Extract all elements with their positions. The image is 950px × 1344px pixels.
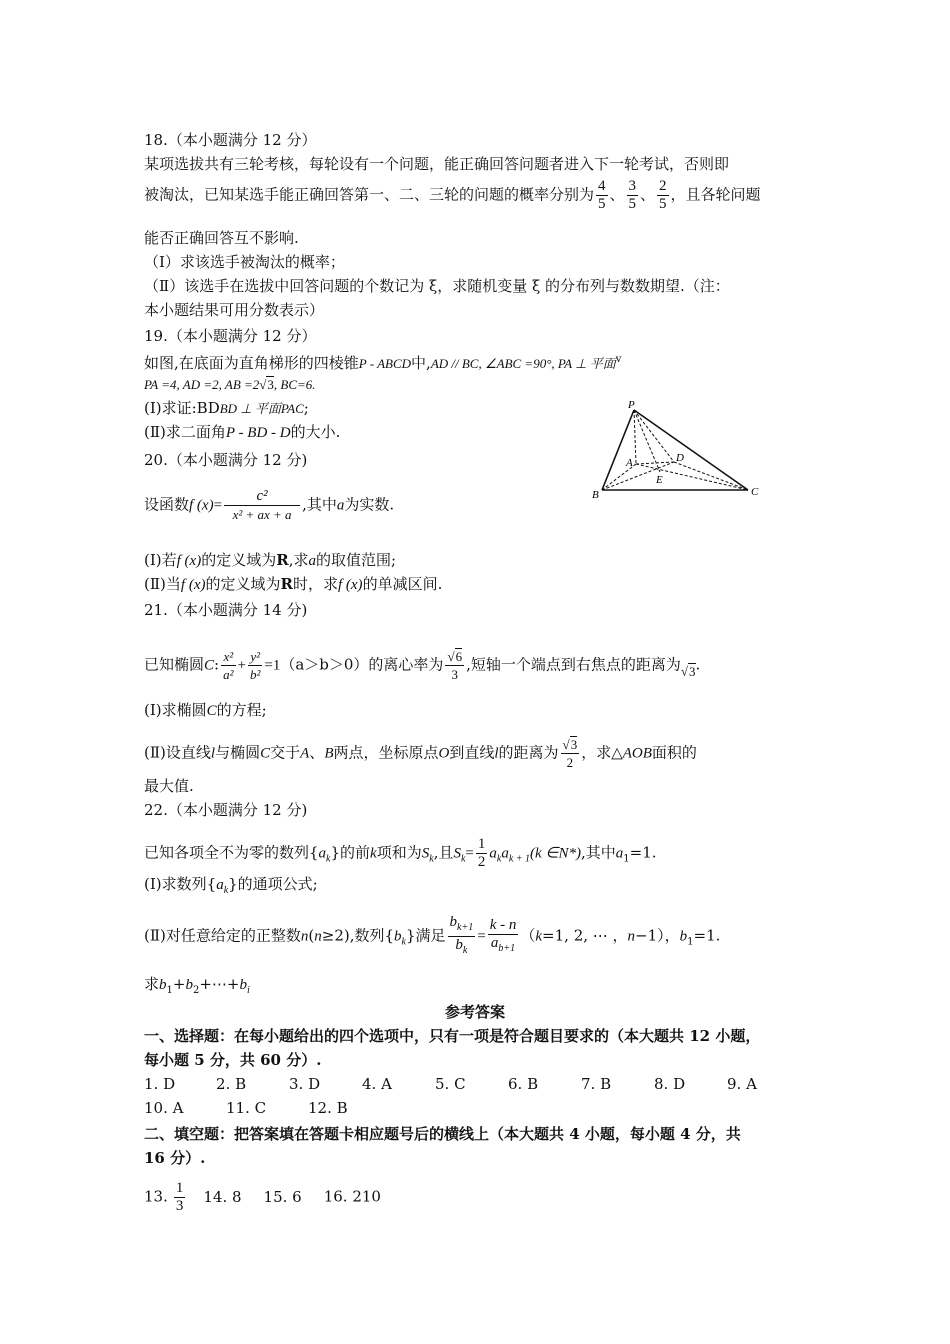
frac-num: √3 [562, 737, 578, 752]
sep: 、 [640, 185, 656, 204]
q21-text: 的距离为 [498, 743, 559, 762]
q21-text: 到直线 [449, 743, 495, 762]
seq-b: b [185, 977, 193, 993]
answer-item: 2. B [216, 1075, 247, 1093]
frac-num: x² [221, 648, 235, 666]
ellipse-C: C [260, 745, 271, 762]
q22-part2 [144, 914, 720, 959]
q22-text: ,且 [433, 843, 454, 862]
q20-text: 为实数. [344, 495, 395, 514]
frac-den: b² [249, 667, 261, 682]
answer-item: 11. C [226, 1099, 267, 1117]
q22-part1 [144, 874, 318, 901]
frac-num: 2 [659, 178, 667, 194]
q20-part2-text: 的单减区间. [362, 575, 443, 593]
answers-section1-header: 一、选择题：在每小题给出的四个选项中，只有一项是符合题目要求的（本大题共 12 小题， [144, 1027, 761, 1045]
q20-function [144, 488, 394, 523]
q22-text: 求 [144, 975, 160, 993]
edge-PC [634, 410, 748, 490]
real-set: R [276, 551, 289, 569]
answer-13-label: 13. [144, 1187, 168, 1206]
q22-line1 [144, 836, 657, 871]
dihedral-angle: P - BD - D [225, 425, 291, 441]
q21-text: ，求△ [581, 743, 623, 762]
prob-fraction-1 [596, 178, 608, 213]
answer-item: 1. D [144, 1075, 176, 1093]
fx: f (x) [176, 553, 202, 569]
sub-i: i [246, 985, 250, 996]
k-condition: (k ∈N*) [530, 845, 582, 862]
seq-a: a [318, 845, 327, 862]
edge-BD [602, 462, 674, 490]
q18-line2-tail: ，且各轮问题 [670, 185, 761, 204]
q18-line2 [144, 178, 761, 213]
q18-part1: （Ⅰ）求该选手被淘汰的概率； [144, 253, 345, 271]
q19-part2-text: (Ⅱ)求二面角 [144, 423, 226, 441]
q21-text: 短轴一个端点到右焦点的距离为 [470, 655, 681, 674]
fx: f (x) [189, 497, 214, 514]
var-n: n [300, 928, 309, 945]
seq-b: b [239, 977, 247, 993]
edge-PD [634, 410, 674, 462]
sub-k1: k + 1 [508, 853, 531, 865]
answer-14: 14. 8 [203, 1187, 242, 1206]
vertex-D: D [676, 452, 684, 464]
q21-text: 面积的 [651, 743, 697, 762]
seq-a: a [216, 877, 224, 893]
q18-part2-cont: 本小题结果可用分数表示） [144, 301, 325, 319]
eccentricity-fraction [445, 648, 464, 683]
sep: 、 [309, 743, 325, 762]
answer-16: 16. 210 [323, 1187, 381, 1206]
q20-part1-text: 的定义域为 [201, 551, 277, 569]
seq-a: a [615, 845, 624, 862]
prod-a: a [489, 845, 497, 862]
answer-item: 6. B [508, 1075, 539, 1093]
q20-part1-text: (Ⅰ)若 [144, 551, 177, 569]
seq-b: b [449, 914, 458, 930]
frac-den: 2 [477, 854, 486, 870]
sub-k: k [401, 936, 406, 948]
point-A: A [300, 745, 310, 762]
prob-fraction-2 [627, 178, 639, 213]
sqrt-radical: √ [259, 377, 267, 392]
function-fraction [224, 488, 300, 523]
q22-part1-text: }的通项公式; [228, 875, 318, 893]
equals: = [213, 497, 223, 514]
frac-num: c² [224, 488, 300, 506]
sub-k1: k+1 [457, 922, 474, 933]
var-k: k [370, 845, 377, 862]
q22-text: + [172, 975, 186, 993]
q20-text: 其中 [306, 495, 337, 514]
q20-part2-text: 时，求 [292, 575, 338, 593]
q22-text: (Ⅱ)对任意给定的正整数 [144, 926, 301, 945]
answer-item: 10. A [144, 1099, 184, 1117]
sub-k: k [223, 885, 229, 896]
q18-line3: 能否正确回答互不影响. [144, 229, 299, 247]
frac-den: 5 [628, 196, 637, 212]
sub-1: 1 [687, 936, 694, 948]
answer-item: 5. C [435, 1075, 466, 1093]
answers-fill-row [144, 1180, 381, 1215]
vertex-P: P [628, 399, 635, 411]
fx: f (x) [180, 577, 206, 593]
answers-row1 [144, 1074, 757, 1094]
q19-part1 [144, 398, 309, 419]
ellipse-C: C [206, 703, 217, 719]
sub-2: 2 [192, 985, 200, 996]
frac-den: a² [223, 667, 234, 682]
sub-k: k [462, 945, 468, 956]
answers-title: 参考答案 [444, 1003, 505, 1021]
answer-item: 4. A [362, 1075, 392, 1093]
answer-item: 7. B [581, 1075, 612, 1093]
prob-fraction-3 [657, 178, 669, 213]
frac-num: 1 [477, 836, 486, 852]
q22-text: ≥2),数列{ [321, 926, 395, 945]
sub-b1: b+1 [498, 942, 516, 954]
q20-part1-text: ,求 [288, 551, 309, 569]
half-fraction [476, 836, 488, 871]
answer-15: 15. 6 [263, 1187, 302, 1206]
sum-S: S [421, 845, 430, 862]
var-a: a [336, 497, 345, 514]
q20-text: 设函数 [144, 495, 190, 514]
q19-part2-end: 的大小. [290, 423, 341, 441]
q21-part2-cont: 最大值. [144, 777, 194, 795]
answers-section2-header-cont: 16 分）. [144, 1149, 206, 1167]
frac-den: 5 [598, 196, 606, 212]
q22-text: ( [308, 926, 315, 945]
q22-text: +⋯+ [199, 975, 240, 993]
sub-k: k [429, 853, 434, 865]
q18-header: 18.（本小题满分 12 分） [144, 131, 317, 149]
q21-header: 21.（本小题满分 14 分) [144, 601, 308, 619]
q22-header: 22.（本小题满分 12 分) [144, 801, 308, 819]
q20-part2-text: (Ⅱ)当 [144, 575, 181, 593]
q22-text: 项和为 [376, 843, 422, 862]
q21-part1 [144, 700, 267, 721]
frac-num: k - n [489, 916, 517, 933]
colon: : [214, 655, 220, 674]
seq-b: b [455, 937, 463, 953]
line-l: l [210, 745, 216, 762]
ellipse-C: C [204, 657, 215, 674]
frac-num: 1 [175, 1180, 184, 1196]
q19-part1-end: ; [303, 399, 309, 417]
q22-text: （ [520, 926, 536, 945]
sqrt-value: 3 [570, 737, 578, 752]
q22-part1-text: (Ⅰ)求数列{ [144, 875, 217, 893]
frac-den: 2 [566, 755, 574, 770]
q21-cond: （a＞b＞0）的离心率为 [280, 655, 444, 674]
q20-part2-text: 的定义域为 [205, 575, 281, 593]
frac-den: 3 [175, 1198, 184, 1214]
distance-sqrt: √3 [680, 663, 696, 679]
frac-num: 3 [628, 178, 637, 194]
seq-b: b [679, 928, 688, 945]
var-a: a [308, 553, 316, 569]
stray-mark: v [615, 354, 622, 365]
q19-line2 [144, 374, 316, 395]
sep: 、 [609, 185, 625, 204]
q21-part1-text: (Ⅰ)求椭圆 [144, 701, 207, 719]
answer-item: 8. D [654, 1075, 686, 1093]
frac-den: 5 [659, 196, 667, 212]
edge-PA [634, 410, 636, 464]
fx: f (x) [337, 577, 363, 593]
q19-conditions: AD // BC, ∠ABC =90°, PA ⊥ 平面 [430, 356, 616, 371]
equals-one: =1 [264, 657, 281, 674]
distance-fraction [561, 736, 580, 771]
q19-header: 19.（本小题满分 12 分） [144, 327, 317, 345]
var-n: n [627, 928, 636, 945]
answers-section1-header-cont: 每小题 5 分，共 60 分）. [144, 1051, 322, 1069]
plus: + [237, 657, 246, 674]
q20-part2 [144, 574, 442, 595]
dot: . [695, 655, 701, 674]
sub-1: 1 [623, 853, 630, 865]
q22-text: ,其中 [581, 843, 616, 862]
ratio-right [488, 917, 519, 957]
vertex-A: A [626, 457, 633, 469]
comma: , [466, 655, 471, 674]
vertex-E: E [656, 474, 663, 486]
q21-part2 [144, 736, 697, 771]
frac-den [488, 935, 519, 957]
frac-num [448, 914, 476, 937]
var-n: n [314, 928, 322, 945]
frac-num: 4 [598, 178, 606, 194]
q22-text: −1）， [635, 926, 680, 945]
prod-a: a [501, 845, 509, 862]
point-B: B [324, 745, 334, 762]
q21-line1 [144, 648, 700, 683]
q19-part2 [144, 422, 340, 443]
q21-text: 与椭圆 [215, 743, 261, 762]
q22-text: 已知各项全不为零的数列{ [144, 843, 319, 862]
real-set: R [280, 575, 293, 593]
var-k: k [535, 928, 543, 945]
sqrt-value: 3 [689, 663, 696, 679]
origin-O: O [438, 745, 450, 762]
vertex-B: B [592, 489, 599, 501]
seq-b: b [159, 977, 167, 993]
sum-S: S [453, 845, 461, 862]
frac-den: x² + ax + a [232, 507, 292, 522]
answers-row2 [144, 1098, 348, 1118]
answer-item: 12. B [308, 1099, 348, 1117]
q19-part1-text: (Ⅰ)求证:BD [144, 399, 220, 417]
answer-item: 3. D [289, 1075, 321, 1093]
q19-text: 中, [411, 354, 431, 372]
triangle-AOB: AOB [622, 745, 652, 762]
sub-k: k [326, 853, 331, 865]
sqrt-value: 6 [455, 649, 463, 664]
q22-text: =1. [693, 926, 721, 945]
edge-AC [636, 464, 748, 490]
seq-a: a [490, 934, 499, 951]
q22-text: }满足 [406, 926, 446, 945]
y-fraction [248, 648, 262, 683]
q20-header: 20.（本小题满分 12 分) [144, 451, 308, 469]
q21-text: 已知椭圆 [144, 655, 205, 674]
pyramid-name: P - ABCD [358, 356, 412, 371]
vertex-C: C [751, 486, 759, 498]
q19-text: 如图,在底面为直角梯形的四棱锥 [144, 354, 359, 372]
equals: = [465, 845, 474, 862]
q22-text: }的前 [330, 843, 371, 862]
q20-part1 [144, 550, 396, 571]
answers-section2-header: 二、填空题：把答案填在答题卡相应题号后的横线上（本大题共 4 小题，每小题 4 分，共 [144, 1125, 741, 1143]
sub-1: 1 [166, 985, 173, 996]
q19-bc: , BC=6. [273, 377, 316, 392]
sub-k: k [460, 853, 466, 865]
q18-part2: （Ⅱ）该选手在选拔中回答问题的个数记为 ξ，求随机变量 ξ 的分布列与数数期望.（注： [144, 277, 730, 295]
sub-k: k [496, 853, 502, 865]
q19-lengths: PA =4, AD =2, AB =2 [144, 377, 260, 392]
q19-line1 [144, 350, 621, 374]
q22-text: =1, 2, ⋯ ， [542, 926, 628, 945]
q21-text: 交于 [270, 743, 301, 762]
answer-13-fraction [174, 1180, 186, 1215]
q22-text: =1. [629, 843, 657, 862]
frac-num: y² [248, 648, 262, 666]
sqrt-value: 3 [267, 377, 274, 392]
frac-num: √6 [447, 649, 463, 664]
q19-part1-formula: BD ⊥ 平面PAC [219, 401, 304, 416]
equals: = [477, 928, 486, 945]
q21-text: 两点，坐标原点 [333, 743, 439, 762]
edge-DC [674, 462, 748, 490]
q20-part1-text: 的取值范围; [315, 551, 397, 569]
seq-b: b [394, 928, 402, 945]
frac-den [448, 937, 476, 959]
q21-part1-text: 的方程; [216, 701, 267, 719]
line-l: l [494, 745, 499, 762]
comma: , [302, 495, 307, 514]
q21-text: (Ⅱ)设直线 [144, 743, 211, 762]
ratio-left [448, 914, 476, 959]
x-fraction [221, 648, 235, 683]
pyramid-figure [588, 398, 774, 506]
q18-line2-text: 被淘汰，已知某选手能正确回答第一、二、三轮的问题的概率分别为 [144, 185, 595, 204]
q18-line1: 某项选拔共有三轮考核，每轮设有一个问题，能正确回答问题者进入下一轮考试，否则即 [144, 155, 730, 173]
frac-den: 3 [451, 667, 458, 682]
q22-line3 [144, 974, 250, 1001]
answer-item: 9. A [727, 1075, 757, 1093]
